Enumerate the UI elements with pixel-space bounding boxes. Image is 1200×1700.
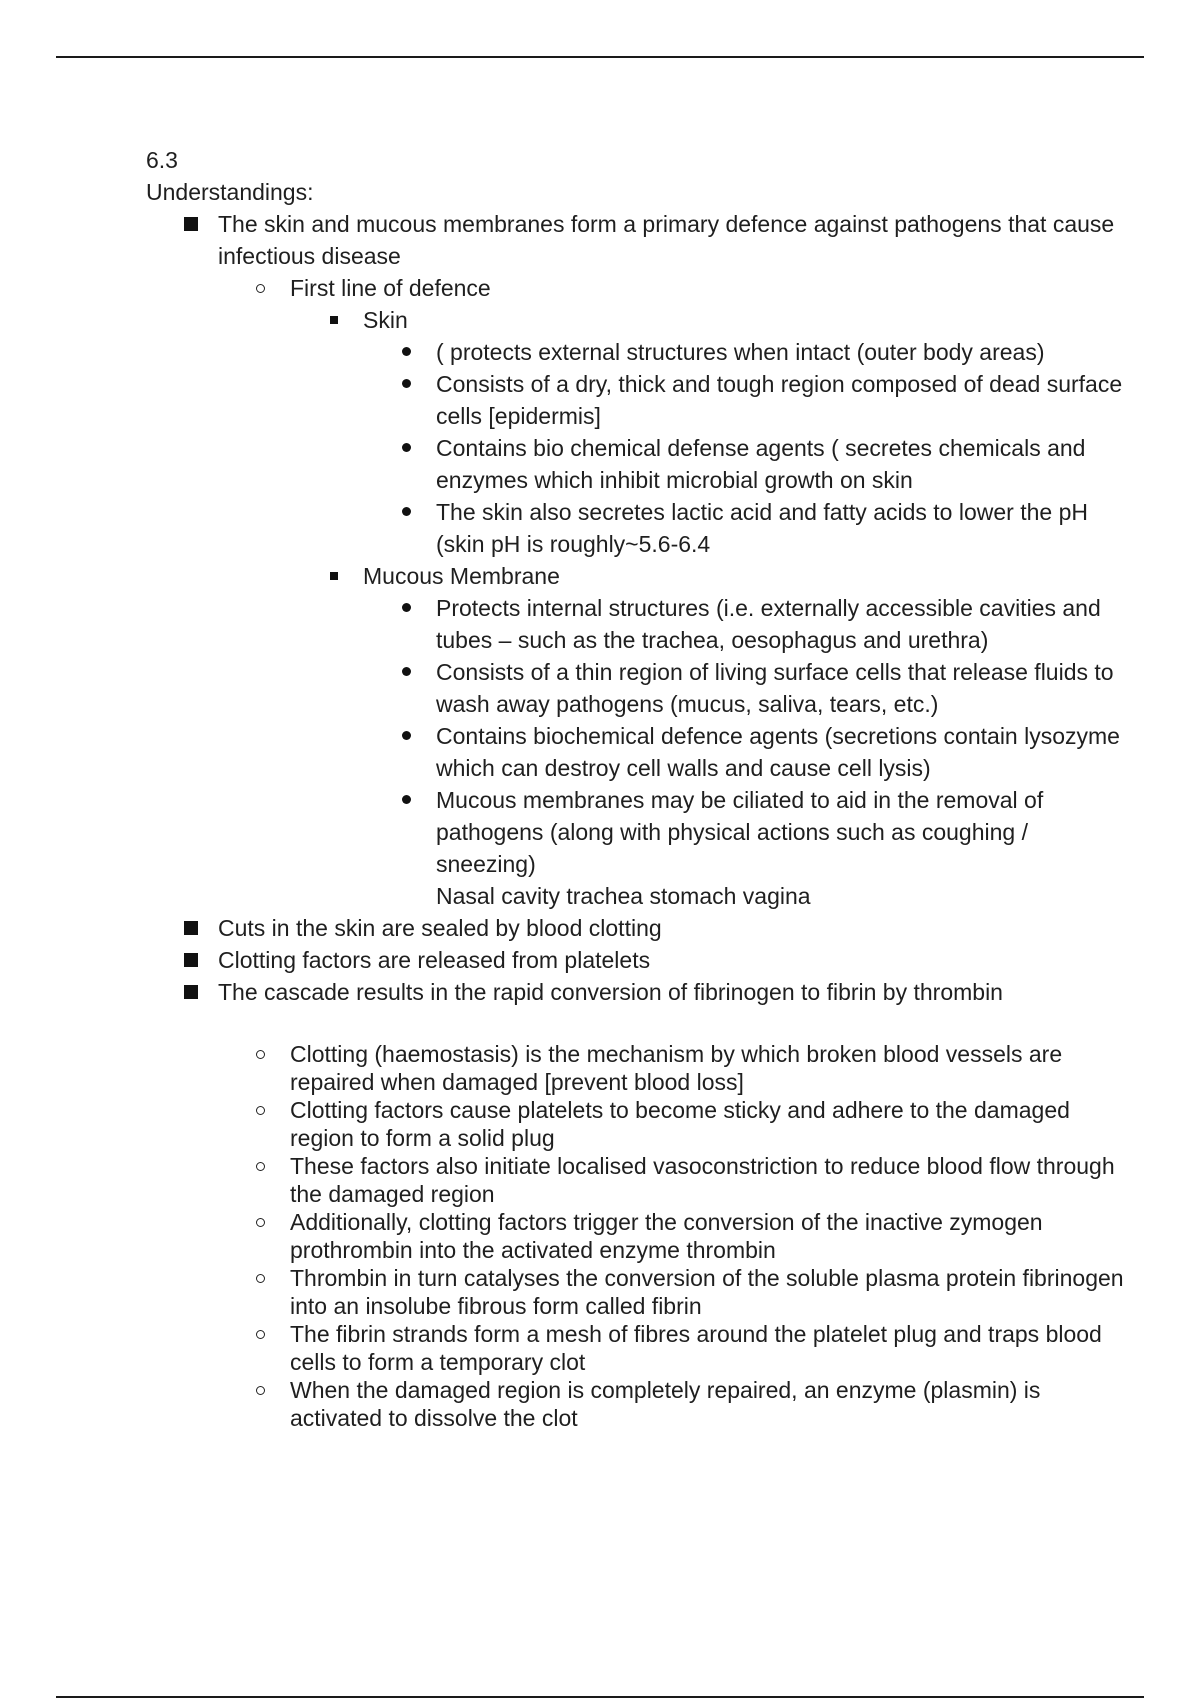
list-item xyxy=(146,944,1126,976)
circle-bullet-icon xyxy=(256,1162,265,1171)
list-item xyxy=(146,1208,1126,1264)
list-item xyxy=(146,368,1126,432)
list-item xyxy=(146,784,1126,880)
list-item-text: Mucous Membrane xyxy=(363,563,560,589)
list-item xyxy=(146,656,1126,720)
dot-bullet-icon xyxy=(402,667,411,676)
dot-bullet-icon xyxy=(402,795,411,804)
list-item xyxy=(146,496,1126,560)
list-item xyxy=(146,720,1126,784)
dot-bullet-icon xyxy=(402,379,411,388)
list-item xyxy=(146,304,1126,336)
spacer xyxy=(146,1008,1126,1040)
dot-bullet-icon xyxy=(402,603,411,612)
list-item xyxy=(146,912,1126,944)
section-number: 6.3 xyxy=(146,147,178,173)
list-item-text: The skin and mucous membranes form a primary defence against pathogens that cause infectious disease xyxy=(218,211,1115,269)
list-item xyxy=(146,336,1126,368)
examples-text: Nasal cavity trachea stomach vagina xyxy=(436,883,811,909)
list-item-text: The fibrin strands form a mesh of fibres around the platelet plug and traps blood cells to form a temporary clot xyxy=(290,1321,1102,1375)
list-item-text: Skin xyxy=(363,307,408,333)
circle-bullet-icon xyxy=(256,1274,265,1283)
circle-bullet-icon xyxy=(256,1330,265,1339)
list-item-text: Thrombin in turn catalyses the conversion of the soluble plasma protein fibrinogen into an insolube fibrous form called fibrin xyxy=(290,1265,1124,1319)
list-item-text: Protects internal structures (i.e. externally accessible cavities and tubes – such as the trachea, oesophagus and urethra) xyxy=(436,595,1101,653)
square-bullet-icon xyxy=(184,953,198,967)
list-item-text: Clotting factors are released from platelets xyxy=(218,947,651,973)
document-body xyxy=(146,144,1126,1432)
list-item xyxy=(146,1320,1126,1376)
list-item-text: These factors also initiate localised vasoconstriction to reduce blood flow through the damaged region xyxy=(290,1153,1115,1207)
section-heading: Understandings: xyxy=(146,179,314,205)
list-item-text: Consists of a dry, thick and tough region composed of dead surface cells [epidermis] xyxy=(436,371,1123,429)
list-item-text: Consists of a thin region of living surface cells that release fluids to wash away pathogens (mucus, saliva, tears, etc.) xyxy=(436,659,1114,717)
dot-bullet-icon xyxy=(402,347,411,356)
dot-bullet-icon xyxy=(402,507,411,516)
list-item-text: Cuts in the skin are sealed by blood clotting xyxy=(218,915,662,941)
list-item-text: When the damaged region is completely repaired, an enzyme (plasmin) is activated to dissolve the clot xyxy=(290,1377,1041,1431)
circle-bullet-icon xyxy=(256,1050,265,1059)
list-item xyxy=(146,432,1126,496)
list-item xyxy=(146,208,1126,272)
list-item xyxy=(146,1264,1126,1320)
square-bullet-icon xyxy=(184,217,198,231)
list-item-text: Contains biochemical defence agents (secretions contain lysozyme which can destroy cell walls and cause cell lysis) xyxy=(436,723,1120,781)
list-item-text: Clotting (haemostasis) is the mechanism by which broken blood vessels are repaired when damaged [prevent blood loss] xyxy=(290,1041,1063,1095)
list-item xyxy=(146,272,1126,304)
circle-bullet-icon xyxy=(256,1106,265,1115)
list-item xyxy=(146,1376,1126,1432)
square-bullet-icon xyxy=(184,921,198,935)
list-item-text: Contains bio chemical defense agents ( secretes chemicals and enzymes which inhibit microbial growth on skin xyxy=(436,435,1086,493)
list-item xyxy=(146,1040,1126,1096)
bottom-rule xyxy=(56,1696,1144,1698)
dot-bullet-icon xyxy=(402,443,411,452)
circle-bullet-icon xyxy=(256,1386,265,1395)
list-item-continuation xyxy=(146,880,1126,912)
list-item xyxy=(146,560,1126,592)
list-item xyxy=(146,976,1126,1008)
list-item xyxy=(146,1096,1126,1152)
square-bullet-icon xyxy=(184,985,198,999)
top-rule xyxy=(56,56,1144,58)
list-item-text: First line of defence xyxy=(290,275,491,301)
small-square-bullet-icon xyxy=(330,572,338,580)
dot-bullet-icon xyxy=(402,731,411,740)
circle-bullet-icon xyxy=(256,1218,265,1227)
list-item-text: ( protects external structures when intact (outer body areas) xyxy=(436,339,1045,365)
small-square-bullet-icon xyxy=(330,316,338,324)
list-item xyxy=(146,592,1126,656)
list-item-text: Mucous membranes may be ciliated to aid in the removal of pathogens (along with physical actions such as coughing / sneezing) xyxy=(436,787,1044,877)
list-item-text: Additionally, clotting factors trigger the conversion of the inactive zymogen prothrombin into the activated enzyme thrombin xyxy=(290,1209,1043,1263)
list-item-text: The skin also secretes lactic acid and fatty acids to lower the pH (skin pH is roughly~5.6-6.4 xyxy=(436,499,1088,557)
list-item-text: Clotting factors cause platelets to become sticky and adhere to the damaged region to form a solid plug xyxy=(290,1097,1070,1151)
circle-bullet-icon xyxy=(256,284,265,293)
list-item-text: The cascade results in the rapid conversion of fibrinogen to fibrin by thrombin xyxy=(218,979,1003,1005)
list-item xyxy=(146,1152,1126,1208)
